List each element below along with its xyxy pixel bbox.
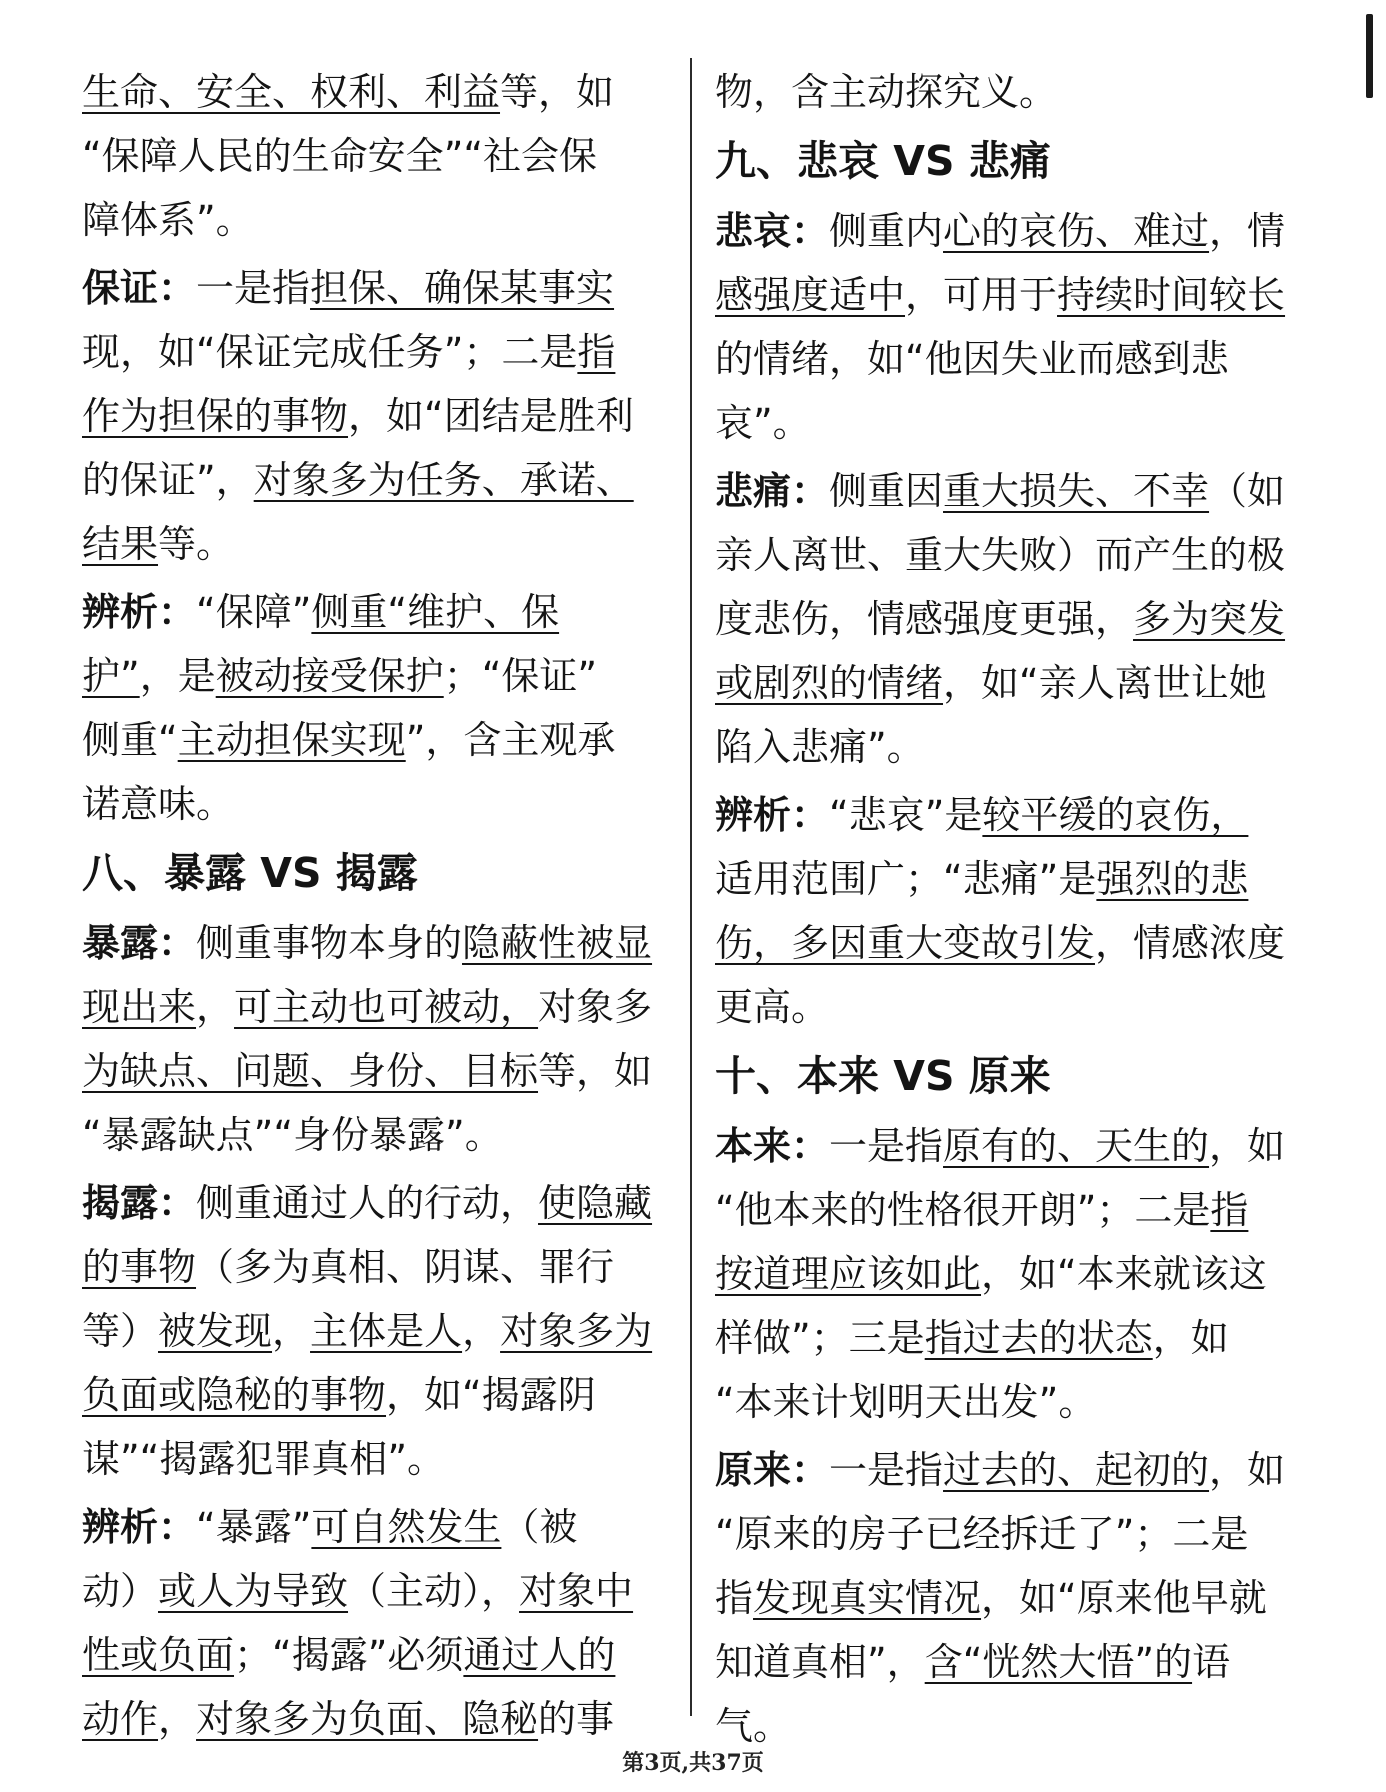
text-segment: 八、暴露 VS 揭露 [82,849,418,897]
text-segment: 动） [82,1569,159,1613]
text-segment: “暴露” [196,1505,312,1549]
text-segment: ”，含主观承 [405,718,616,762]
text-line [82,1363,642,1427]
text-line [82,188,642,252]
underlined-text: 作为担保的事物 [82,394,349,438]
text-segment: ， [462,1309,501,1353]
text-segment: ，如 [1152,1316,1229,1360]
text-segment: “他本来的性格很开朗”；二是 [715,1188,1211,1232]
underlined-text: 动作 [82,1697,159,1741]
left-column [82,60,653,1751]
text-segment: 等） [82,1309,159,1353]
underlined-text: 伤，多因重大变故引发 [715,921,1096,965]
underlined-text: 多为突发 [1133,597,1286,641]
term-label: 本来： [715,1124,830,1168]
text-line [715,1630,1280,1694]
scrollbar-thumb[interactable] [1366,14,1373,98]
text-line [82,1039,653,1103]
text-line [715,715,1280,779]
text-line [82,60,642,124]
text-line [715,391,1280,455]
underlined-text: 含“恍然大悟”的 [924,1640,1193,1684]
text-segment: 等。 [158,522,235,566]
text-segment: ，如“亲人离世让她 [943,661,1267,705]
text-line [82,708,642,772]
text-line [82,1623,642,1687]
term-label: 辨析： [82,1505,197,1549]
text-segment: 知道真相”， [715,1640,925,1684]
text-segment: ，情感浓度 [1095,921,1286,965]
text-segment: ，是 [139,654,216,698]
text-segment: ，如“揭露阴 [386,1373,596,1417]
underlined-text: 对象中 [519,1569,634,1613]
text-segment: 亲人离世、重大失败）而产生的极 [715,533,1286,577]
underlined-text: 的事物 [82,1245,197,1289]
text-segment: 侧重因 [829,469,944,513]
underlined-text: 可自然发生 [311,1505,502,1549]
text-segment: ；“揭露”必须 [234,1633,464,1677]
text-line [82,320,642,384]
text-segment: 样做”；三是 [715,1316,925,1360]
text-segment: ，如 [1209,1124,1286,1168]
text-line [715,975,1280,1039]
text-line [82,1559,642,1623]
text-segment: ， [158,1697,197,1741]
text-line [82,644,642,708]
underlined-text: 发现真实情况 [753,1576,982,1620]
term-label: 辨析： [82,590,197,634]
underlined-text: 心的哀伤、难过 [943,209,1210,253]
underlined-text: 担保、确保某事实 [310,266,615,310]
underlined-text: 被发现 [158,1309,273,1353]
text-segment: 障体系”。 [82,198,254,242]
term-label: 悲哀： [715,209,830,253]
right-column [715,60,1286,1758]
text-segment: （主动）， [348,1569,520,1613]
underlined-text: 为缺点、问题、身份、目标 [82,1049,539,1093]
text-segment: 十、本来 VS 原来 [715,1052,1051,1100]
text-segment: ，可用于 [905,273,1058,317]
text-segment: ，情 [1209,209,1286,253]
underlined-text: 使隐藏 [538,1181,653,1225]
underlined-text: 对象多为 [500,1309,653,1353]
underlined-text: 对象多为负面、隐秘 [196,1697,539,1741]
text-segment: 诺意味。 [82,782,235,826]
underlined-text: 或剧烈的情绪 [715,661,944,705]
underlined-text: 原有的、天生的 [943,1124,1210,1168]
text-segment: ；“保证” [443,654,598,698]
text-segment: “原来的房子已经拆迁了”；二是 [715,1512,1249,1556]
underlined-text: 指 [1210,1188,1249,1232]
underlined-text: 指 [577,330,616,374]
underlined-text: 持续时间较长 [1057,273,1286,317]
text-segment: “悲哀”是 [829,793,983,837]
text-segment: 现，如“保证完成任务”；二是 [82,330,578,374]
text-line [82,124,642,188]
underlined-text: 对象多为任务、承诺、 [253,458,634,502]
underlined-text: 感强度适中 [715,273,906,317]
text-segment: ，如“原来他早就 [981,1576,1267,1620]
text-line [82,1495,642,1559]
text-line [715,60,1280,124]
term-label: 原来： [715,1448,830,1492]
text-line [715,1242,1280,1306]
text-line [82,772,642,836]
text-segment: 指 [715,1576,754,1620]
text-segment: 侧重内 [829,209,944,253]
underlined-text: 重大损失、不幸 [943,469,1210,513]
underlined-text: 性或负面 [82,1633,235,1677]
text-line [715,1438,1286,1502]
text-line [715,1502,1280,1566]
text-segment: ，如 [1209,1448,1286,1492]
page-footer: 第3页,共37页 [622,1750,764,1776]
text-segment: 更高。 [715,985,830,1029]
column-divider [690,58,692,1716]
text-line [82,1299,653,1363]
text-segment: （被 [501,1505,578,1549]
text-segment: ，如“团结是胜利 [348,394,634,438]
text-segment: 谋”“揭露犯罪真相”。 [82,1437,446,1481]
underlined-text: 或人为导致 [158,1569,349,1613]
text-line [715,847,1280,911]
section-heading [82,836,642,911]
text-segment: “保障人民的生命安全”“社会保 [82,134,598,178]
text-line [715,1306,1280,1370]
text-line [715,327,1280,391]
text-segment: 一是指 [829,1448,944,1492]
term-label: 揭露： [82,1181,197,1225]
text-segment: 度悲伤，情感强度更强， [715,597,1134,641]
text-segment: 的保证”， [82,458,254,502]
text-segment: 气。 [715,1704,792,1748]
text-segment: 陷入悲痛”。 [715,725,925,769]
text-segment: 九、悲哀 VS 悲痛 [715,137,1051,185]
text-line [82,1427,642,1491]
text-segment: 侧重事物本身的 [196,921,463,965]
underlined-text: 隐蔽性被显 [462,921,653,965]
text-line [82,1687,642,1751]
underlined-text: 过去的、起初的 [943,1448,1210,1492]
underlined-text: 较平缓的哀伤， [982,793,1249,837]
text-segment: “保障” [196,590,312,634]
underlined-text: 主动担保实现 [177,718,406,762]
underlined-text: 护” [82,654,140,698]
text-segment: 语 [1192,1640,1231,1684]
text-line [82,384,642,448]
section-heading [715,1039,1280,1114]
term-label: 辨析： [715,793,830,837]
text-line [82,1171,653,1235]
text-line [715,783,1280,847]
text-segment: 对象多 [538,985,653,1029]
underlined-text: 指过去的状态 [924,1316,1153,1360]
text-segment: （多为真相、阴谋、罪行 [196,1245,615,1289]
text-line [82,975,653,1039]
underlined-text: 负面或隐秘的事物 [82,1373,387,1417]
text-segment: 一是指 [196,266,311,310]
text-segment: 适用范围广；“悲痛”是 [715,857,1097,901]
text-segment: ，如“本来就该这 [981,1252,1267,1296]
underlined-text: 强烈的悲 [1096,857,1249,901]
underlined-text: 主体是人 [310,1309,463,1353]
text-segment: 的事 [538,1697,615,1741]
text-line [715,199,1286,263]
underlined-text: 可主动也可被动， [234,985,539,1029]
text-segment: 侧重通过人的行动， [196,1181,539,1225]
text-segment: 哀”。 [715,401,811,445]
text-line [715,651,1280,715]
term-label: 保证： [82,266,197,310]
text-line [82,256,642,320]
text-segment: （如 [1209,469,1286,513]
text-line [82,1103,642,1167]
text-line [715,1566,1280,1630]
text-line [715,263,1286,327]
underlined-text: 生命、安全、权利、利益 [82,70,501,114]
underlined-text: 按道理应该如此 [715,1252,982,1296]
text-line [715,587,1286,651]
text-segment: 物，含主动探究义。 [715,70,1058,114]
text-segment: 等，如 [538,1049,653,1093]
text-line [82,448,642,512]
text-line [715,459,1286,523]
underlined-text: 通过人的 [463,1633,616,1677]
text-segment: “本来计划明天出发”。 [715,1380,1097,1424]
underlined-text: 被动接受保护 [215,654,444,698]
text-line [82,911,653,975]
text-segment: 等，如 [500,70,615,114]
text-segment: 的情绪，如“他因失业而感到悲 [715,337,1229,381]
text-line [715,1370,1280,1434]
underlined-text: 结果 [82,522,159,566]
text-segment: 一是指 [829,1124,944,1168]
text-line [82,1235,642,1299]
text-segment: 侧重“ [82,718,178,762]
text-segment: “暴露缺点”“身份暴露”。 [82,1113,503,1157]
text-line [715,1114,1286,1178]
text-segment: ， [196,985,235,1029]
text-line [82,580,642,644]
text-line [715,1178,1280,1242]
text-line [82,512,642,576]
text-line [715,523,1286,587]
term-label: 悲痛： [715,469,830,513]
section-heading [715,124,1280,199]
text-line [715,911,1286,975]
underlined-text: 侧重“维护、保 [311,590,560,634]
underlined-text: 现出来 [82,985,197,1029]
term-label: 暴露： [82,921,197,965]
text-segment: ， [272,1309,311,1353]
